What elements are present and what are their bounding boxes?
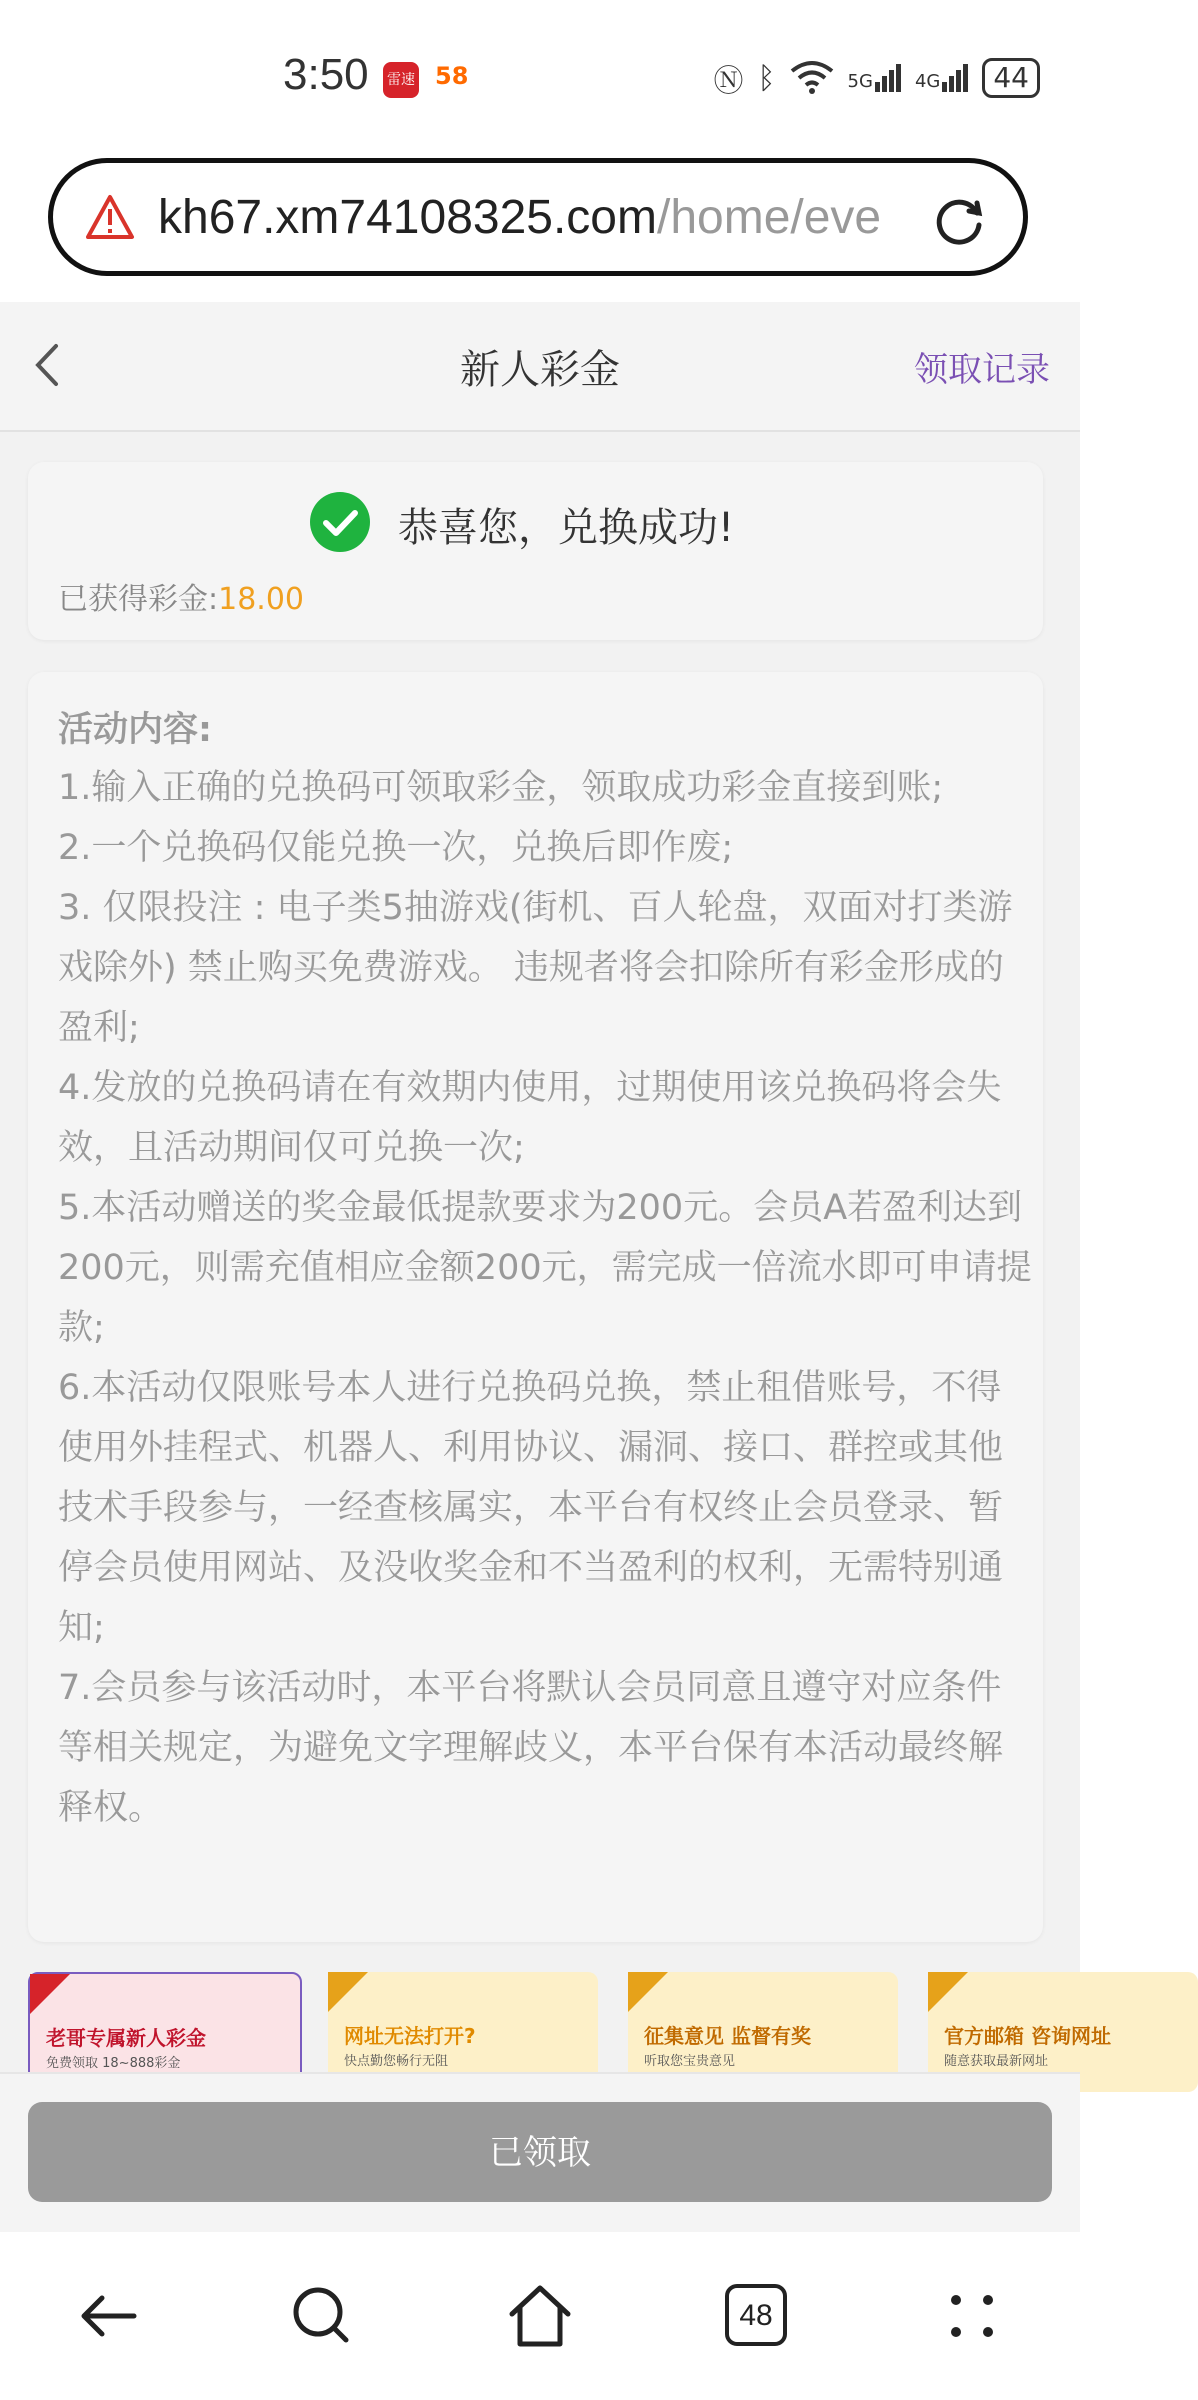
reload-icon[interactable] bbox=[931, 193, 987, 249]
tabs-counter-button[interactable]: 48 bbox=[725, 2284, 787, 2346]
claimed-button[interactable]: 已领取 bbox=[28, 2102, 1052, 2202]
bluetooth-icon: ᛒ bbox=[757, 60, 776, 96]
home-icon[interactable] bbox=[504, 2280, 576, 2352]
signal-4g-icon: 4G bbox=[915, 64, 968, 92]
banner-title: 官方邮箱 咨询网址 bbox=[944, 2024, 1111, 2048]
tag-icon bbox=[628, 1972, 668, 2012]
rules-card bbox=[28, 672, 1043, 1942]
rule-item: 4.发放的兑换码请在有效期内使用，过期使用该兑换码将会失效，且活动期间仅可兑换一次; bbox=[58, 1068, 1002, 1168]
signal-5g-icon: 5G bbox=[848, 64, 901, 92]
back-arrow-icon[interactable] bbox=[72, 2280, 144, 2352]
nfc-icon: Ⓝ bbox=[713, 64, 744, 99]
status-bar bbox=[0, 0, 1080, 150]
rule-item: 6.本活动仅限账号本人进行兑换码兑换，禁止租借账号，不得使用外挂程式、机器人、利用协议、漏洞、接口、群控或其他技术手段参与，一经查核属实，本平台有权终止会员登录、暂停会员使用网站、及没收奖金和不当盈利的权利，无需特别通知; bbox=[58, 1368, 1004, 1648]
banner-sub: 免费领取 18~888彩金 bbox=[46, 2056, 181, 2071]
tag-icon bbox=[928, 1972, 968, 2012]
url-text[interactable] bbox=[158, 187, 938, 249]
battery-icon: 44 bbox=[982, 58, 1040, 98]
earned-value: 18.00 bbox=[218, 582, 304, 617]
success-card bbox=[28, 462, 1043, 640]
action-bar bbox=[0, 2072, 1080, 2234]
leisu-app-icon: 雷速 bbox=[383, 62, 419, 98]
url-host: kh67.xm74108325.com bbox=[158, 191, 657, 244]
url-path: /home/eve bbox=[656, 191, 882, 244]
success-message: 恭喜您，兑换成功! bbox=[398, 505, 735, 551]
address-bar[interactable] bbox=[48, 158, 1028, 276]
page-content[interactable] bbox=[0, 432, 1111, 2072]
rule-item: 2.一个兑换码仅能兑换一次，兑换后即作废; bbox=[58, 828, 734, 868]
status-time: 3:50 bbox=[283, 50, 369, 99]
page-title: 新人彩金 bbox=[460, 347, 620, 393]
warning-icon[interactable] bbox=[85, 193, 135, 241]
banner-sub: 听取您宝贵意见 bbox=[644, 2054, 736, 2069]
rule-item: 1.输入正确的兑换码可领取彩金，领取成功彩金直接到账; bbox=[58, 768, 944, 808]
rules-list bbox=[58, 758, 1033, 1838]
check-circle-icon bbox=[310, 492, 370, 552]
earned-label: 已获得彩金: bbox=[58, 582, 219, 617]
banner-sub: 快点勤您畅行无阻 bbox=[344, 2054, 449, 2069]
rules-heading: 活动内容: bbox=[58, 710, 212, 750]
browser-bottom-nav bbox=[0, 2232, 1080, 2400]
status-icons bbox=[714, 56, 1040, 100]
banner-title: 老哥专属新人彩金 bbox=[46, 2026, 206, 2050]
rule-item: 7.会员参与该活动时，本平台将默认会员同意且遵守对应条件等相关规定，为避免文字理解歧义，本平台保有本活动最终解释权。 bbox=[58, 1668, 1004, 1828]
banner-title: 征集意见 监督有奖 bbox=[644, 2024, 811, 2048]
menu-dots-icon[interactable] bbox=[936, 2280, 1008, 2352]
banner-title: 网址无法打开? bbox=[344, 2024, 476, 2048]
earned-amount bbox=[58, 574, 304, 618]
banner-sub: 随意获取最新网址 bbox=[944, 2054, 1049, 2069]
rule-item: 3. 仅限投注 : 电子类5抽游戏(街机、百人轮盘，双面对打类游戏除外) 禁止购买免费游戏。 违规者将会扣除所有彩金形成的盈利; bbox=[58, 888, 1013, 1048]
wifi-icon bbox=[790, 61, 834, 95]
rule-item: 5.本活动赠送的奖金最低提款要求为200元。会员A若盈利达到200元，则需充值相应金额200元，需完成一倍流水即可申请提款; bbox=[58, 1188, 1032, 1348]
search-icon[interactable] bbox=[286, 2280, 358, 2352]
page-header bbox=[0, 302, 1080, 432]
promo-banners[interactable] bbox=[28, 1972, 1111, 2082]
tag-icon bbox=[328, 1972, 368, 2012]
hot-tag-icon bbox=[30, 1974, 70, 2014]
app-58-icon: 58 bbox=[435, 62, 469, 90]
records-link[interactable]: 领取记录 bbox=[914, 350, 1050, 390]
